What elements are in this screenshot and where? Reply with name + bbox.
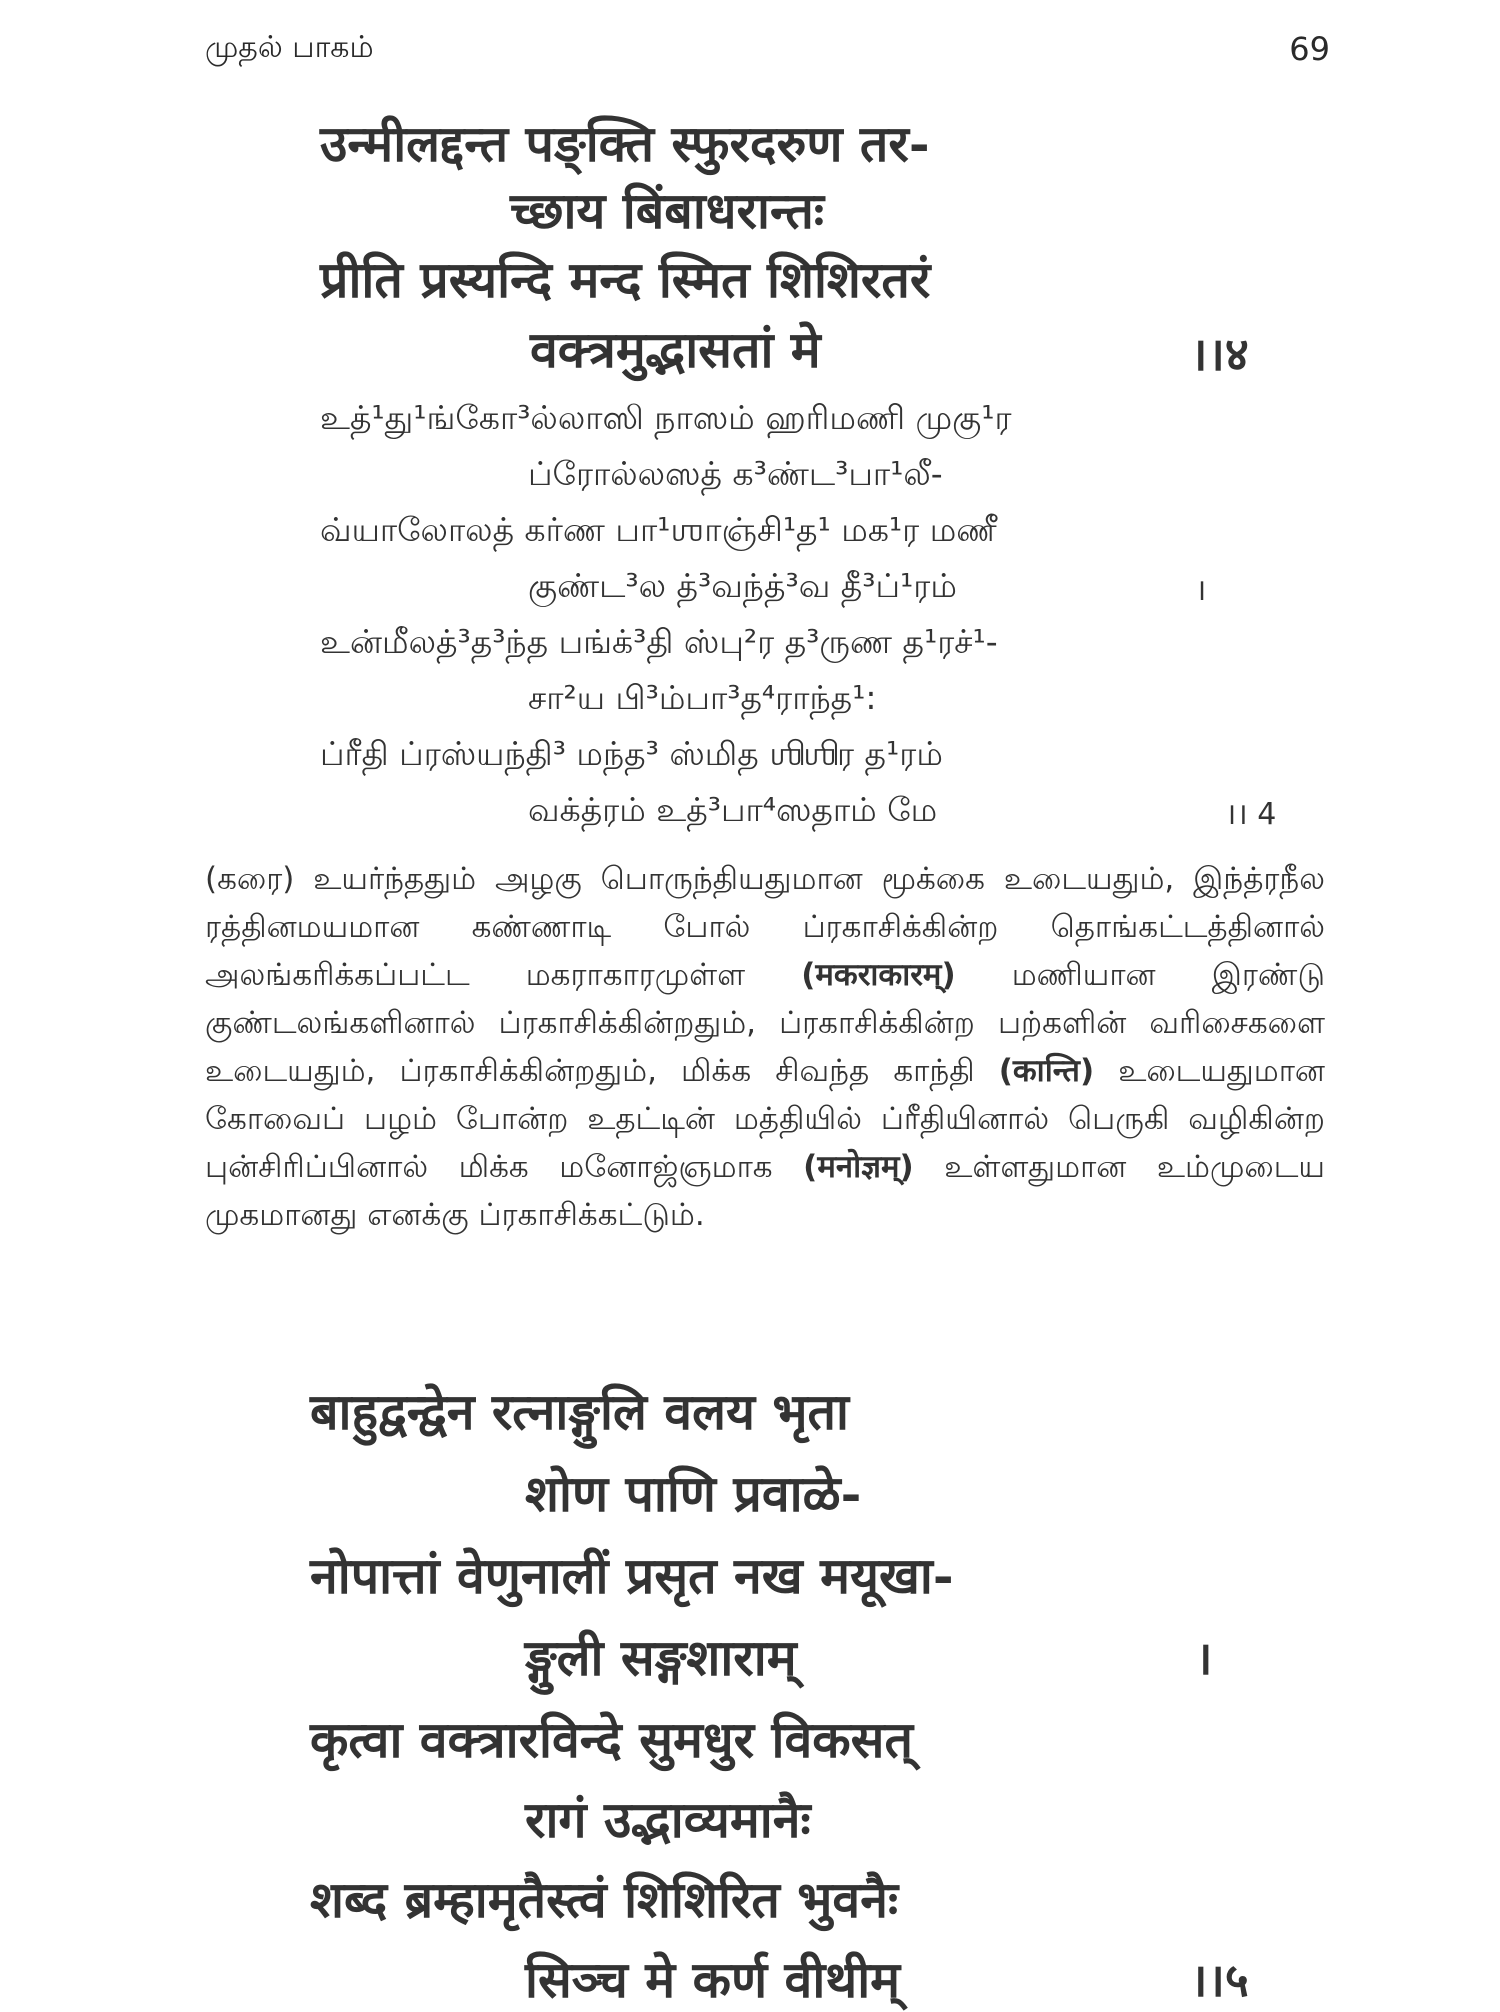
- meaning-text: உள்ளதுமான உம்முடைய முகமானது எனக்கு ப்ரகாசிக்கட்டும்.: [205, 1149, 1325, 1233]
- verse-4-tamil-line: உன்மீலத்³த³ந்த பங்க்³தி ஸ்பு²ர த³ருண த¹ரச்¹-: [320, 622, 998, 661]
- verse-4-sanskrit-line: वक्त्रमुद्भासतां मे: [530, 320, 821, 379]
- verse-4-tamil-line: சா²ய பி³ம்பா³த⁴ராந்த¹:: [528, 678, 877, 717]
- verse-4-tamil-line: ப்ரீதி ப்ரஸ்யந்தி³ மந்த³ ஸ்மித ஶிஶிர த¹ரம்: [320, 734, 943, 773]
- verse-4-meaning: [205, 855, 1325, 1239]
- meaning-text: உடையதுமான கோவைப் பழம் போன்ற உதட்டின் மத்தியில் ப்ரீதியினால் பெருகி வழிகின்ற புன்சிரிப்பினால் மிக்க மனோஜ்ஞமாக: [205, 1053, 1325, 1185]
- verse-4-tamil-line: ப்ரோல்லஸத் க³ண்ட³பா¹லீ-: [528, 454, 943, 493]
- meaning-text: (கரை) உயர்ந்ததும் அழகு பொருந்தியதுமான மூக்கை உடையதும், இந்த்ரநீல ரத்தினமயமான கண்ணாடி போல் ப்ரகாசிக்கின்ற தொங்கட்டத்தினால் அலங்கரிக்கப்பட்ட மகராகாரமுள்ள: [205, 861, 1325, 993]
- verse-5-sanskrit-line: सिञ्च मे कर्ण वीथीम्: [525, 1950, 901, 2009]
- meaning-text: மணியான இரண்டு குண்டலங்களினால் ப்ரகாசிக்கின்றதும், ப்ரகாசிக்கின்ற பற்களின் வரிசைகளை உடையதும், ப்ரகாசிக்கின்றதும், மிக்க சிவந்த காந்தி: [205, 957, 1325, 1089]
- verse-4-tamil-line: வ்யாலோலத் கர்ண பா¹ஶாஞ்சி¹த¹ மக¹ர மணீ: [320, 510, 997, 549]
- verse-5-sanskrit-line: शब्द ब्रम्हामृतैस्त्वं शिशिरित भुवनैः: [310, 1870, 899, 1929]
- verse-4-sanskrit-number: ।।४: [1190, 327, 1249, 381]
- meaning-term: (मनोज्ञम्): [803, 1149, 914, 1185]
- meaning-term: (कान्ति): [998, 1053, 1095, 1089]
- verse-4-tamil-danda: ।: [1195, 573, 1207, 608]
- verse-4-tamil-line: உத்¹து¹ங்கோ³ல்லாஸி நாஸம் ஹரிமணி முகு¹ர: [320, 398, 1012, 437]
- verse-4-tamil-line: வக்த்ரம் உத்³பா⁴ஸதாம் மே: [528, 790, 938, 829]
- verse-5-sanskrit-line: बाहुद्वन्द्वेन रत्नाङ्गुलि वलय भृता: [310, 1382, 849, 1441]
- verse-4-tamil-line: குண்ட³ல த்³வந்த்³வ தீ³ப்¹ரம்: [528, 566, 957, 605]
- verse-5-sanskrit-line: कृत्वा वक्त्रारविन्दे सुमधुर विकसत्: [310, 1710, 913, 1769]
- page-header: [205, 30, 1330, 80]
- page-number: 69: [1289, 30, 1330, 68]
- verse-5-sanskrit-line: शोण पाणि प्रवाळे-: [525, 1464, 862, 1523]
- verse-4-sanskrit-line: च्छाय बिंबाधरान्तः: [510, 181, 824, 240]
- verse-4-sanskrit-line: उन्मीलद्दन्त पङ्क्ति स्फुरदरुण तर-: [320, 114, 930, 173]
- verse-5-sanskrit-line: ङ्गुली सङ्गशाराम्: [525, 1628, 797, 1687]
- verse-4-sanskrit-line: प्रीति प्रस्यन्दि मन्द स्मित शिशिरतरं: [320, 250, 931, 309]
- verse-5-sanskrit-line: रागं उद्भाव्यमानैः: [525, 1790, 811, 1849]
- verse-5-number: ।।५: [1190, 1953, 1249, 2007]
- meaning-term: (मकराकारम्): [801, 957, 956, 993]
- section-title: முதல் பாகம்: [205, 30, 374, 65]
- verse-5-danda: ।: [1195, 1631, 1213, 1685]
- verse-4-tamil-number: ।। 4: [1225, 797, 1277, 832]
- verse-5-sanskrit-line: नोपात्तां वेणुनालीं प्रसृत नख मयूखा-: [310, 1546, 954, 1605]
